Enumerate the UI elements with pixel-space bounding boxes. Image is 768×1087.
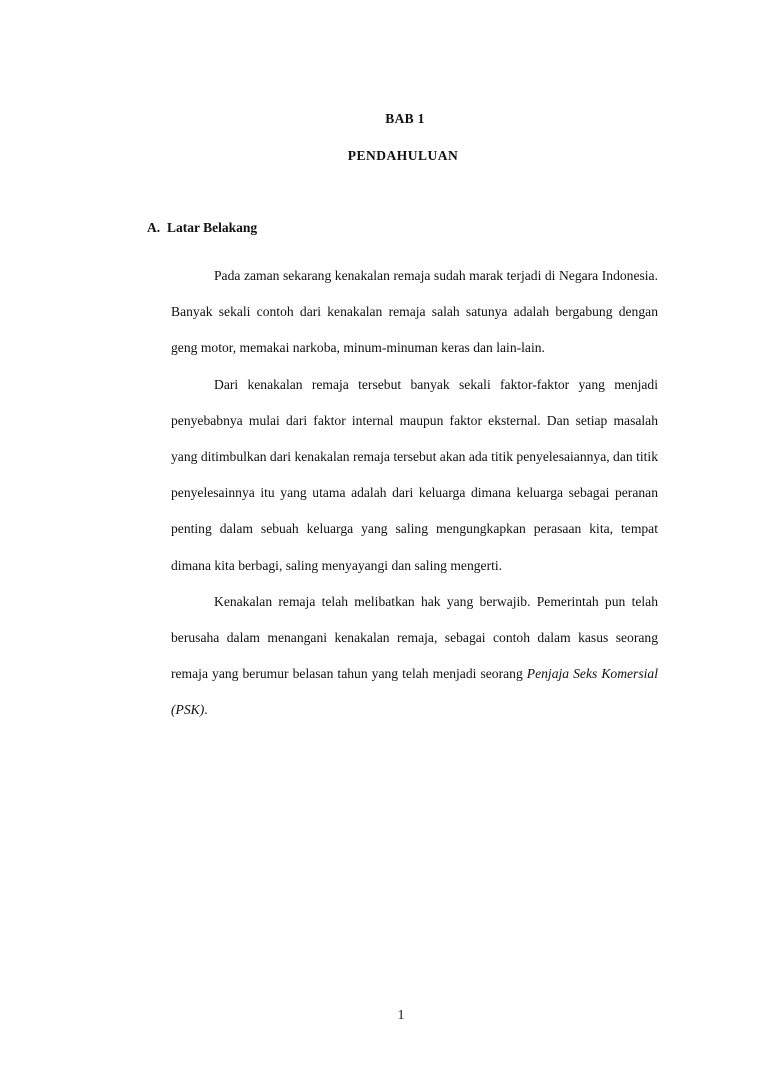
section-title: Latar Belakang (167, 220, 258, 235)
paragraph-3-end: . (204, 702, 208, 718)
paragraph-3-text: Kenakalan remaja telah melibatkan hak yang berwajib. Pemerintah pun telah berusaha dalam menangani kenakalan remaja, sebagai contoh dalam kasus seorang remaja yang berumur belasan tahun yang telah menjadi seorang (171, 593, 658, 682)
paragraph-1: Pada zaman sekarang kenakalan remaja sudah marak terjadi di Negara Indonesia. Banyak sekali contoh dari kenakalan remaja salah satunya adalah bergabung dengan geng motor, memakai narkoba, minum-minuman keras dan lain-lain. (171, 268, 658, 356)
section-marker: A. (147, 220, 161, 235)
paragraph-3-italic-term: Penjaja Seks Komersial (PSK) (171, 666, 658, 718)
page-number: 1 (397, 1007, 405, 1022)
paragraph-2: Dari kenakalan remaja tersebut banyak sekali faktor-faktor yang menjadi penyebabnya mulai dari faktor internal maupun faktor eksternal. Dan setiap masalah yang ditimbulkan dari kenakalan remaja tersebut akan ada titik penyelesaiannya, dan titik penyelesainnya itu yang utama adalah dari keluarga dimana keluarga sebagai peranan penting dalam sebuah keluarga yang saling mengungkapkan perasaan kita, tempat dimana kita berbagi, saling menyayangi dan saling mengerti. (171, 376, 658, 573)
paragraph-3 (171, 584, 658, 729)
chapter-title: PENDAHULUAN (347, 148, 459, 163)
chapter-label: BAB 1 (385, 111, 425, 126)
body-text (171, 222, 658, 729)
